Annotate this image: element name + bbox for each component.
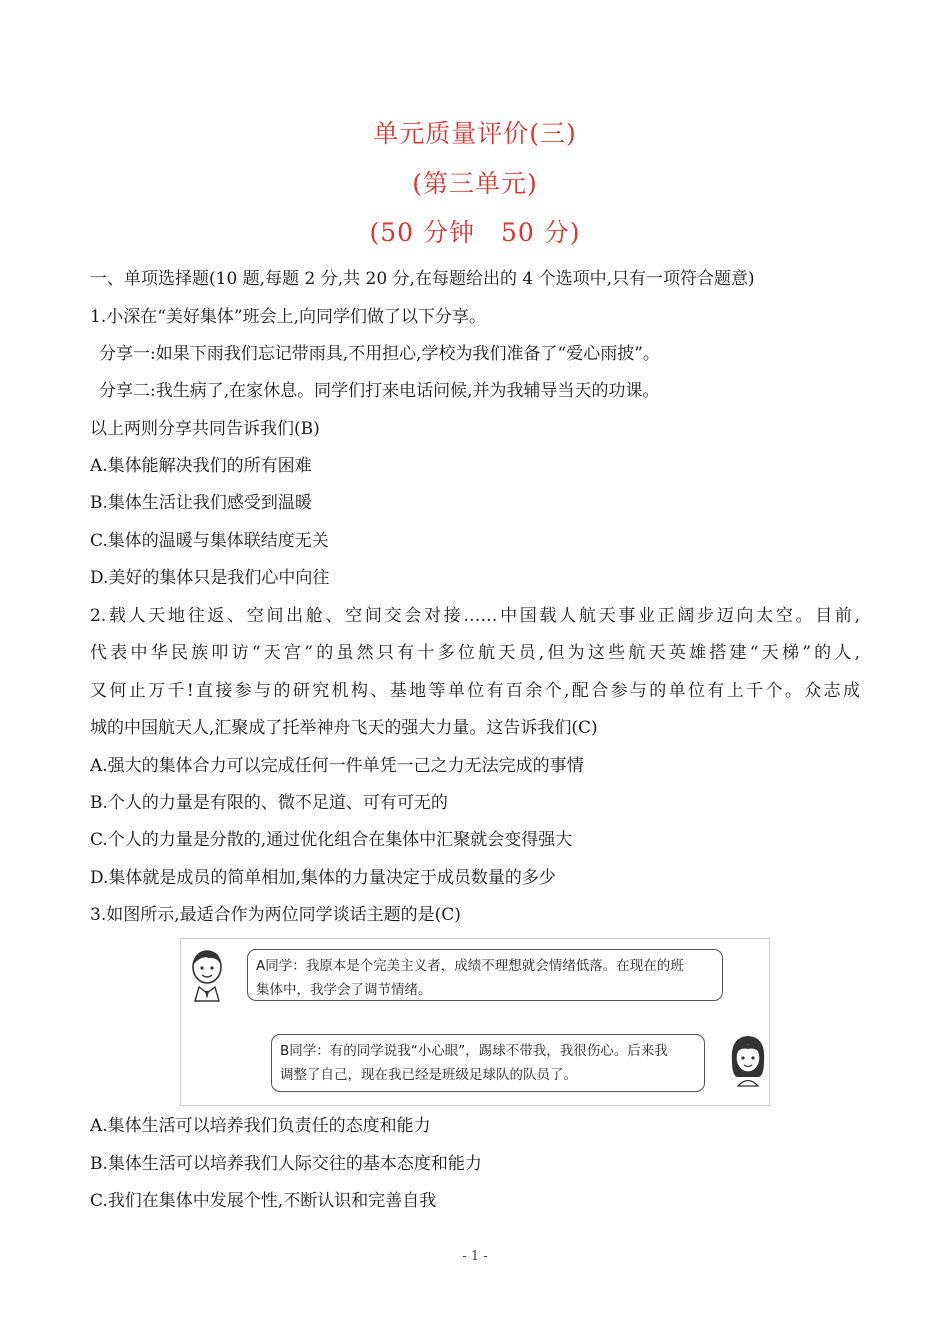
q3-option-c: C.我们在集体中发展个性,不断认识和完善自我 (90, 1191, 437, 1211)
bubble-b-line-1: B同学：有的同学说我“小心眼”，踢球不带我，我很伤心。后来我 (280, 1043, 668, 1059)
q3-option-a: A.集体生活可以培养我们负责任的态度和能力 (90, 1116, 431, 1136)
q3-stem: 3.如图所示,最适合作为两位同学谈话主题的是(C) (90, 905, 461, 925)
section-heading: 一、单项选择题(10 题,每题 2 分,共 20 分,在每题给出的 4 个选项中,只有一项符合题意) (90, 269, 755, 289)
boy-avatar-icon (187, 947, 227, 1003)
page-number: - 1 - (462, 1249, 488, 1264)
q3-option-b: B.集体生活可以培养我们人际交往的基本态度和能力 (90, 1154, 482, 1174)
student-a-speech-bubble (247, 949, 723, 1001)
bubble-a-line-2: 集体中，我学会了调节情绪。 (256, 982, 432, 998)
q2-option-d: D.集体就是成员的简单相加,集体的力量决定于成员数量的多少 (90, 868, 556, 888)
girl-avatar-icon (727, 1031, 769, 1087)
time-score-info: (50 分钟 50 分) (369, 218, 581, 247)
q2-option-b: B.个人的力量是有限的、微不足道、可有可无的 (90, 793, 448, 813)
q1-option-b: B.集体生活让我们感受到温暖 (90, 493, 312, 513)
q2-stem-line-4: 城的中国航天人,汇聚成了托举神舟飞天的强大力量。这告诉我们(C) (90, 718, 598, 738)
q1-share-2: 分享二:我生病了,在家休息。同学们打来电话问候,并为我辅导当天的功课。 (99, 381, 660, 401)
q1-option-a: A.集体能解决我们的所有困难 (90, 456, 312, 476)
q2-option-a: A.强大的集体合力可以完成任何一件单凭一己之力无法完成的事情 (90, 756, 584, 776)
q2-stem-line-1: 2.载人天地往返、空间出舱、空间交会对接……中国载人航天事业正阔步迈向太空。目前, (90, 606, 860, 626)
bubble-b-line-2: 调整了自己，现在我已经是班级足球队的队员了。 (280, 1067, 577, 1083)
student-b-speech-bubble (271, 1034, 705, 1092)
q1-option-d: D.美好的集体只是我们心中向往 (90, 568, 330, 588)
q1-option-c: C.集体的温暖与集体联结度无关 (90, 531, 329, 551)
q1-question: 以上两则分享共同告诉我们(B) (90, 419, 320, 439)
unit-subtitle: (第三单元) (412, 169, 538, 198)
page-title: 单元质量评价(三) (373, 119, 577, 148)
q2-option-c: C.个人的力量是分散的,通过优化组合在集体中汇聚就会变得强大 (90, 830, 573, 850)
q1-stem: 1.小深在“美好集体”班会上,向同学们做了以下分享。 (90, 307, 487, 327)
dialogue-figure (180, 938, 770, 1106)
bubble-a-line-1: A同学：我原本是个完美主义者，成绩不理想就会情绪低落。在现在的班 (256, 958, 684, 974)
q2-stem-line-3: 又何止万千!直接参与的研究机构、基地等单位有百余个,配合参与的单位有上千个。众志成 (90, 681, 860, 701)
q2-stem-line-2: 代表中华民族叩访“天宫”的虽然只有十多位航天员,但为这些航天英雄搭建“天梯”的人, (90, 643, 860, 663)
q1-share-1: 分享一:如果下雨我们忘记带雨具,不用担心,学校为我们准备了“爱心雨披”。 (99, 344, 660, 364)
